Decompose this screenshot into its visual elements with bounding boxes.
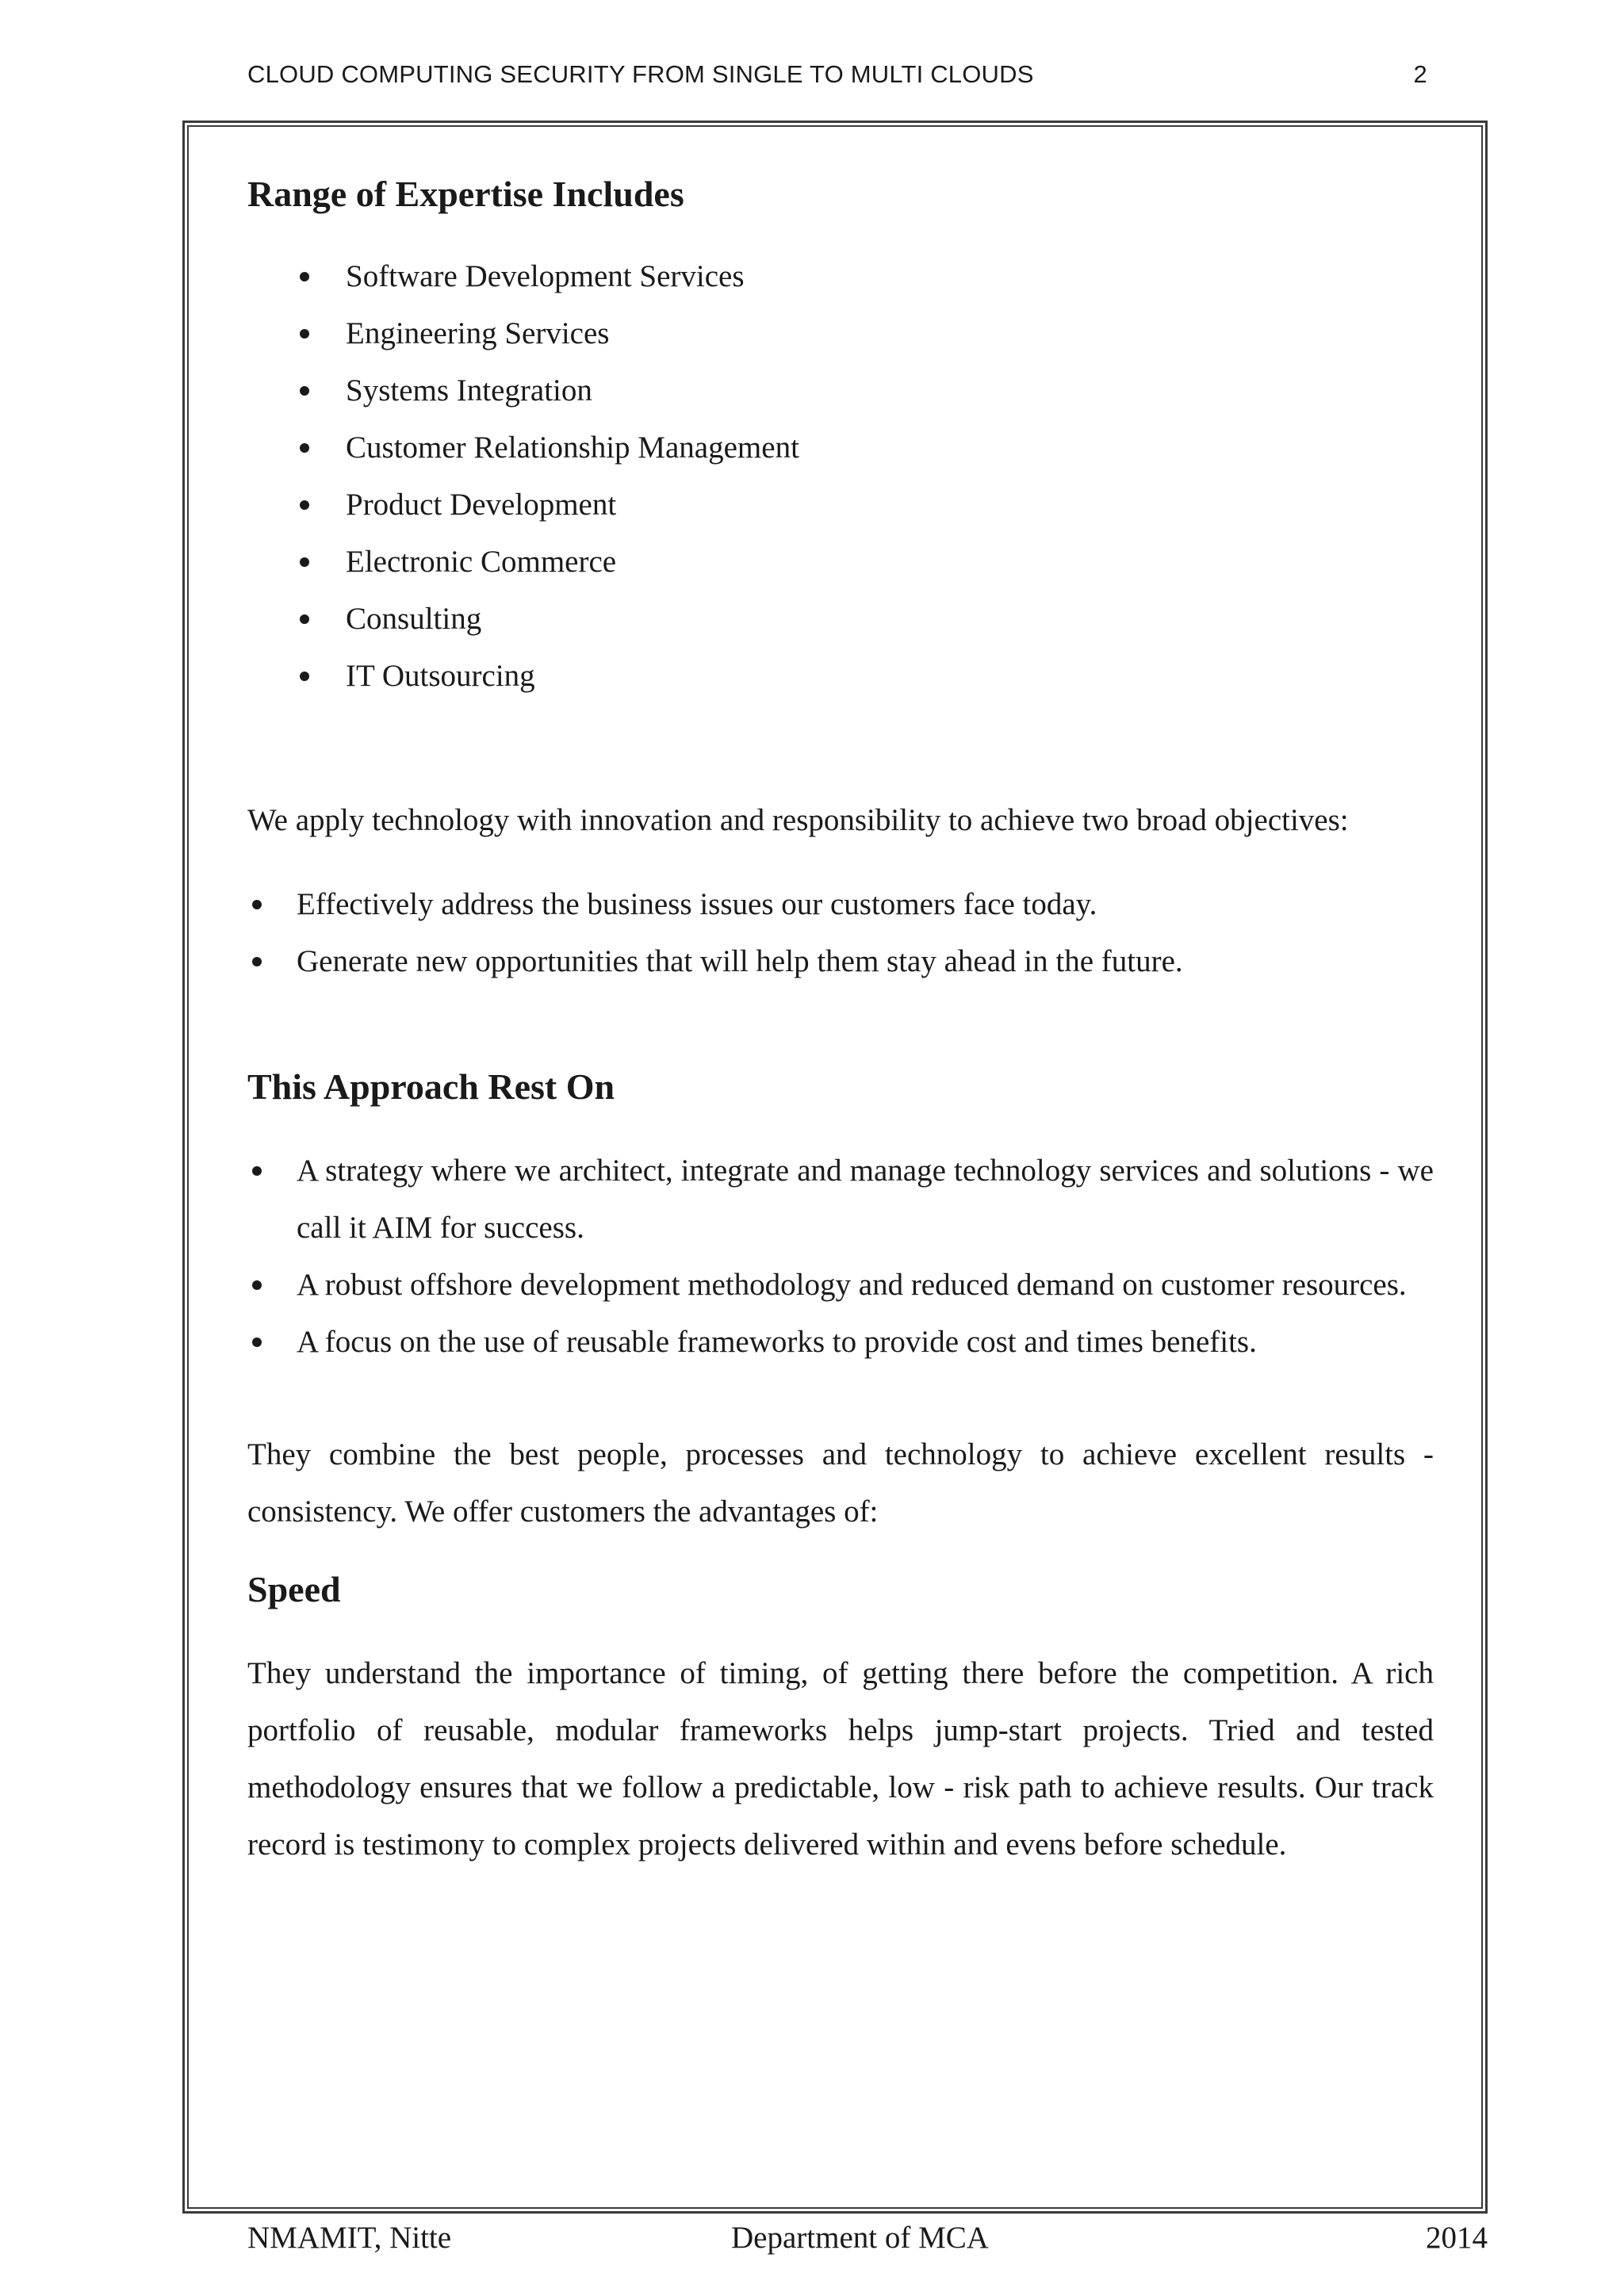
list-item-text: A strategy where we architect, integrate and manage technology services and solutions - we call it AIM for success. [297,1154,1434,1245]
bullet-icon [252,1166,262,1176]
list-item-text: Systems Integration [346,373,592,408]
footer-department: Department of MCA [731,2221,989,2255]
page-footer [247,2214,1488,2258]
expertise-list [247,248,1434,705]
bullet-icon [300,386,309,396]
list-item [247,933,1434,990]
list-item [247,476,1434,534]
objectives-intro: We apply technology with innovation and responsibility to achieve two broad objectives: [247,803,1349,837]
list-item-text: A robust offshore development methodology and reduced demand on customer resources. [297,1268,1407,1302]
list-item-text: IT Outsourcing [346,659,535,693]
objectives-list [247,876,1434,990]
list-item-text: Customer Relationship Management [346,430,799,465]
list-item [247,1142,1434,1257]
page-number: 2 [1413,60,1427,88]
heading-range-of-expertise: Range of Expertise Includes [247,174,684,214]
bullet-icon [252,900,262,909]
heading-speed: Speed [247,1569,341,1609]
list-item [247,1314,1434,1371]
list-item [247,362,1434,419]
speed-paragraph: They understand the importance of timing, of getting there before the competition. A rich portfolio of reusable, modular frameworks helps jump-start projects. Tried and tested methodology ensures that we follow a predictable, low - risk path to achieve results. Our track record is testimony to complex projects delivered within and evens before schedule. [247,1656,1434,1862]
list-item [247,648,1434,705]
list-item-text: Effectively address the business issues our customers face today. [297,887,1097,921]
bullet-icon [300,500,309,510]
heading-approach: This Approach Rest On [247,1066,615,1107]
footer-year: 2014 [1426,2221,1488,2255]
approach-list [247,1142,1434,1371]
bullet-icon [300,329,309,339]
list-item [247,419,1434,476]
list-item-text: Software Development Services [346,259,745,293]
list-item [247,591,1434,648]
footer-institution: NMAMIT, Nitte [247,2221,452,2255]
bullet-icon [252,1337,262,1347]
list-item [247,1257,1434,1314]
list-item-text: Generate new opportunities that will help them stay ahead in the future. [297,944,1183,978]
document-title: CLOUD COMPUTING SECURITY FROM SINGLE TO MULTI CLOUDS [247,60,1034,88]
list-item [247,534,1434,591]
bullet-icon [300,614,309,624]
bullet-icon [300,557,309,567]
bullet-icon [300,672,309,681]
list-item-text: Engineering Services [346,316,610,350]
running-header [247,60,1427,98]
list-item [247,305,1434,362]
bullet-icon [252,1280,262,1290]
list-item-text: Consulting [346,602,482,636]
bullet-icon [300,443,309,453]
combine-paragraph: They combine the best people, processes and technology to achieve excellent results - consistency. We offer customers the advantages of: [247,1437,1434,1529]
list-item [247,876,1434,933]
page-content [247,163,1434,1873]
list-item-text: Electronic Commerce [346,545,617,579]
list-item [247,248,1434,305]
bullet-icon [300,272,309,281]
list-item-text: A focus on the use of reusable frameworks to provide cost and times benefits. [297,1325,1257,1359]
list-item-text: Product Development [346,488,617,522]
bullet-icon [252,957,262,966]
